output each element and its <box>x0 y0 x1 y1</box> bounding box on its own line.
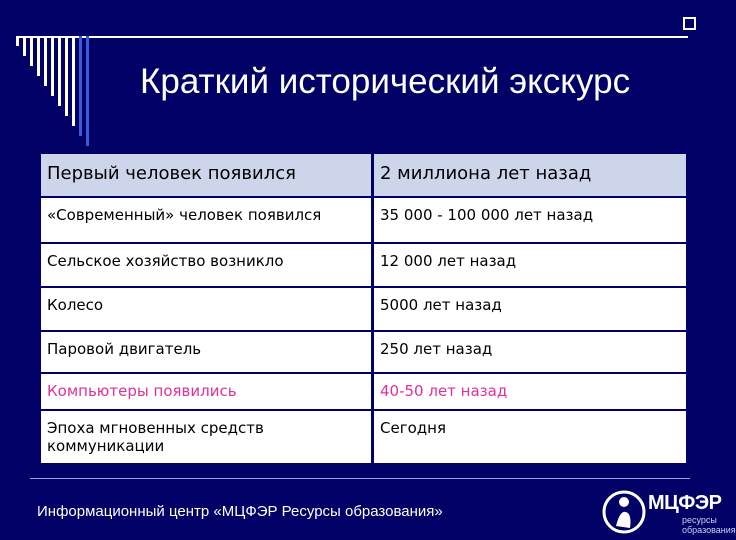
table-row <box>41 244 686 286</box>
table-row <box>41 374 686 409</box>
top-rule-decoration <box>16 36 688 38</box>
logo-wordmark: МЦФЭР <box>648 492 722 514</box>
time-cell: 12 000 лет назад <box>374 244 686 286</box>
time-cell: 250 лет назад <box>374 332 686 372</box>
mcfer-logo <box>600 484 736 540</box>
logo-figure-icon <box>600 484 648 540</box>
table-row <box>41 411 686 463</box>
logo-subtitle: ресурсы образования <box>682 515 736 535</box>
event-cell: «Современный» человек появился <box>41 198 374 242</box>
time-cell: 2 миллиона лет назад <box>374 154 686 196</box>
history-table <box>41 152 686 465</box>
event-cell: Первый человек появился <box>41 154 374 196</box>
corner-square-decoration <box>683 17 696 30</box>
event-cell: Эпоха мгновенных средств коммуникации <box>41 411 374 463</box>
event-cell: Колесо <box>41 288 374 330</box>
time-cell-highlighted: 40-50 лет назад <box>374 374 686 409</box>
table-row <box>41 288 686 330</box>
table-row <box>41 154 686 196</box>
time-cell: Сегодня <box>374 411 686 463</box>
table-row <box>41 198 686 242</box>
time-cell: 5000 лет назад <box>374 288 686 330</box>
time-cell: 35 000 - 100 000 лет назад <box>374 198 686 242</box>
footer-text: Информационный центр «МЦФЭР Ресурсы образования» <box>37 503 443 520</box>
event-cell: Паровой двигатель <box>41 332 374 372</box>
slide-title: Краткий исторический экскурс <box>140 62 631 101</box>
table-row <box>41 332 686 372</box>
footer-rule <box>30 478 690 479</box>
event-cell: Сельское хозяйство возникло <box>41 244 374 286</box>
event-cell-highlighted: Компьютеры появились <box>41 374 374 409</box>
